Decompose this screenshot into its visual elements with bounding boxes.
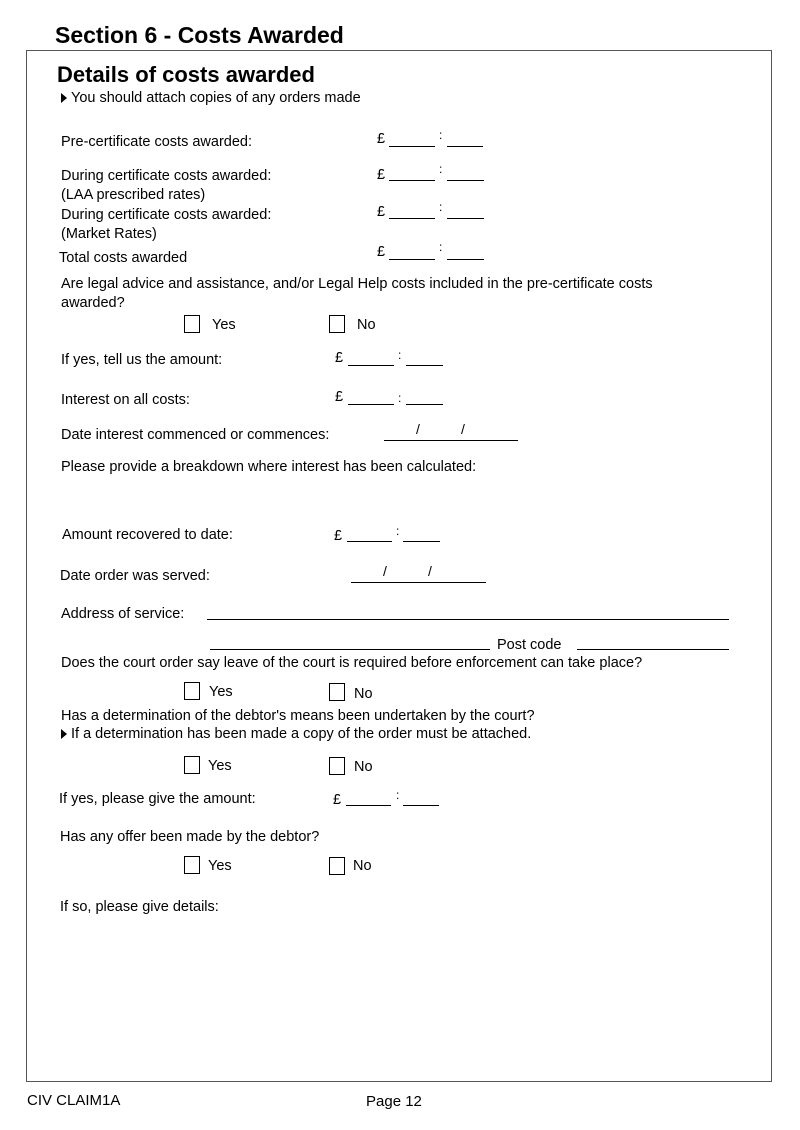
recovered-pounds-field[interactable] (347, 541, 392, 542)
pound-sign: £ (335, 350, 344, 366)
colon: : (439, 240, 443, 254)
legal-help-yes-checkbox[interactable] (184, 315, 200, 333)
determination-no-checkbox[interactable] (329, 757, 345, 775)
determination-pence-field[interactable] (403, 805, 439, 806)
form-frame (26, 50, 772, 1082)
offer-question: Has any offer been made by the debtor? (60, 829, 320, 845)
during-laa-pounds-field[interactable] (389, 180, 435, 181)
triangle-bullet-icon (61, 729, 67, 739)
details-heading: Details of costs awarded (57, 62, 315, 87)
legal-help-pounds-field[interactable] (348, 365, 394, 366)
page-number: Page 12 (366, 1093, 422, 1110)
during-market-pounds-field[interactable] (389, 218, 435, 219)
pound-sign: £ (377, 131, 386, 147)
no-label: No (354, 686, 373, 702)
yes-label: Yes (212, 317, 236, 333)
attach-note: You should attach copies of any orders made (61, 90, 361, 106)
during-market-pence-field[interactable] (447, 218, 484, 219)
total-costs-label: Total costs awarded (59, 250, 188, 266)
yes-label: Yes (208, 858, 232, 874)
pound-sign: £ (333, 792, 342, 808)
pound-sign: £ (335, 389, 344, 405)
legal-help-question-cont: awarded? (61, 295, 125, 311)
colon: : (439, 200, 443, 214)
address-line-2-field[interactable] (210, 649, 490, 650)
form-code: CIV CLAIM1A (27, 1092, 121, 1109)
colon: : (439, 128, 443, 142)
yes-label: Yes (208, 758, 232, 774)
during-laa-label: During certificate costs awarded: (61, 168, 272, 184)
colon: : (439, 162, 443, 176)
date-served-field[interactable] (351, 582, 486, 583)
post-code-label: Post code (497, 637, 562, 653)
date-served-label: Date order was served: (60, 568, 210, 584)
determination-question: Has a determination of the debtor's means been undertaken by the court? (61, 708, 535, 724)
pound-sign: £ (334, 528, 343, 544)
if-yes-give-amount-label: If yes, please give the amount: (59, 791, 256, 807)
during-market-sublabel: (Market Rates) (61, 226, 157, 242)
if-yes-amount-label: If yes, tell us the amount: (61, 352, 223, 368)
legal-help-question: Are legal advice and assistance, and/or Legal Help costs included in the pre-certificate costs (61, 276, 653, 292)
no-label: No (353, 858, 372, 874)
during-laa-pence-field[interactable] (447, 180, 484, 181)
no-label: No (357, 317, 376, 333)
pound-sign: £ (377, 167, 386, 183)
amount-recovered-label: Amount recovered to date: (62, 527, 233, 543)
date-interest-field[interactable] (384, 440, 518, 441)
pound-sign: £ (377, 244, 386, 260)
total-pence-field[interactable] (447, 259, 484, 260)
colon: : (398, 391, 402, 405)
if-so-details-label: If so, please give details: (60, 899, 219, 915)
section-title: Section 6 - Costs Awarded (55, 22, 344, 48)
recovered-pence-field[interactable] (403, 541, 440, 542)
date-slash: / (461, 421, 465, 437)
pre-certificate-pounds-field[interactable] (389, 146, 435, 147)
determination-yes-checkbox[interactable] (184, 756, 200, 774)
triangle-bullet-icon (61, 93, 67, 103)
address-line-1-field[interactable] (207, 619, 729, 620)
date-slash: / (428, 563, 432, 579)
pre-certificate-label: Pre-certificate costs awarded: (61, 134, 252, 150)
address-service-label: Address of service: (61, 606, 185, 622)
legal-help-no-checkbox[interactable] (329, 315, 345, 333)
date-interest-label: Date interest commenced or commences: (61, 427, 330, 443)
offer-yes-checkbox[interactable] (184, 856, 200, 874)
determination-note: If a determination has been made a copy of the order must be attached. (61, 726, 531, 742)
total-pounds-field[interactable] (389, 259, 435, 260)
colon: : (398, 348, 402, 362)
yes-label: Yes (209, 684, 233, 700)
during-laa-sublabel: (LAA prescribed rates) (61, 187, 206, 203)
during-market-label: During certificate costs awarded: (61, 207, 272, 223)
offer-no-checkbox[interactable] (329, 857, 345, 875)
determination-pounds-field[interactable] (346, 805, 391, 806)
no-label: No (354, 759, 373, 775)
colon: : (396, 788, 400, 802)
post-code-field[interactable] (577, 649, 729, 650)
breakdown-label: Please provide a breakdown where interest has been calculated: (61, 459, 477, 475)
leave-no-checkbox[interactable] (329, 683, 345, 701)
pound-sign: £ (377, 204, 386, 220)
leave-question: Does the court order say leave of the court is required before enforcement can take place? (61, 655, 643, 671)
date-slash: / (416, 421, 420, 437)
interest-label: Interest on all costs: (61, 392, 190, 408)
interest-pounds-field[interactable] (348, 404, 394, 405)
pre-certificate-pence-field[interactable] (447, 146, 483, 147)
interest-pence-field[interactable] (406, 404, 443, 405)
leave-yes-checkbox[interactable] (184, 682, 200, 700)
colon: : (396, 524, 400, 538)
date-slash: / (383, 563, 387, 579)
legal-help-pence-field[interactable] (406, 365, 443, 366)
